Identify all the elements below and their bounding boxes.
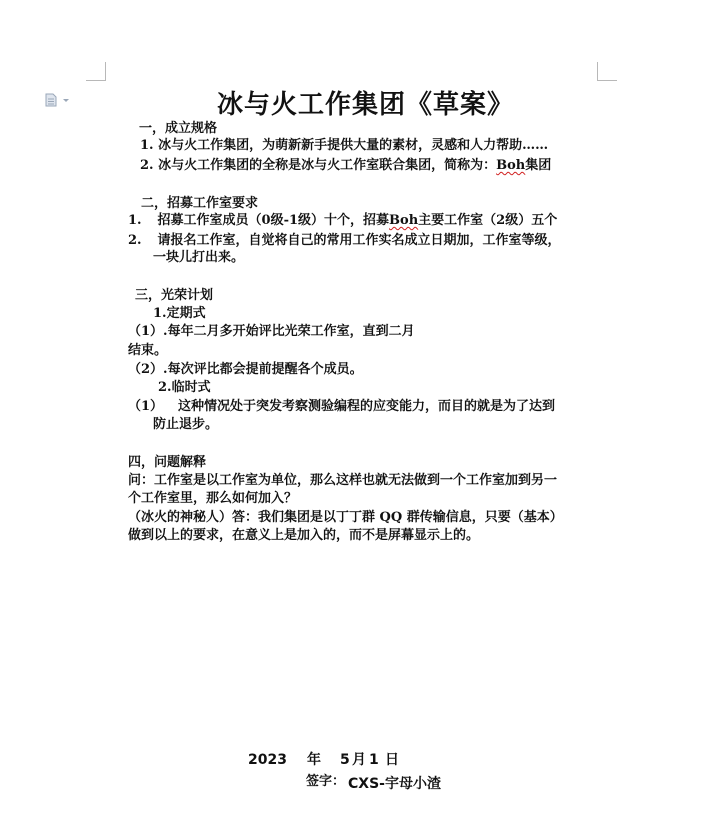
list-text: 这种情况处于突发考察测验编程的应变能力，而目的就是为了达到 (178, 399, 556, 414)
question-line-2: 个工作室里，那么如何加入？ (128, 491, 298, 506)
section-2-item-2-cont: 一块儿打出来。 (153, 250, 245, 265)
list-text: 冰与火工作集团的全称是冰与火工作室联合集团，简称为： (158, 158, 497, 173)
section-3-sub1-item-1 (128, 324, 415, 340)
section-1-item-2 (140, 158, 551, 174)
section-3-sub2-item-1 (128, 399, 555, 415)
list-number: 1. (128, 213, 142, 228)
list-text: 招募工作室成员（0级-1级）十个，招募 (157, 213, 390, 228)
footer-year-label: 年 (307, 752, 321, 768)
section-3-heading: 三，光荣计划 (135, 288, 214, 303)
margin-crop-mark-top-left (86, 62, 106, 81)
list-text: .每年二月多开始评比光荣工作室，直到二月 (163, 324, 415, 339)
footer-day: 1 (369, 752, 379, 768)
list-number: 2. (128, 233, 142, 248)
list-text: .每次评比都会提前提醒各个成员。 (163, 362, 363, 377)
section-2-item-2 (128, 233, 561, 249)
signature-name: CXS-宇母小渣 (348, 776, 441, 792)
section-4-heading: 四，问题解释 (128, 455, 207, 470)
list-text: 主要工作室（2级）五个 (418, 213, 558, 228)
footer-year: 2023 (248, 752, 287, 768)
list-number: 1. (140, 138, 154, 153)
section-3-sub2-label: 2.临时式 (158, 380, 211, 395)
section-1-heading: 一，成立规格 (139, 121, 218, 136)
section-2-heading: 二，招募工作室要求 (141, 196, 259, 211)
list-number: 2. (140, 158, 154, 173)
section-1-item-1 (140, 138, 548, 154)
answer-line-1: （冰火的神秘人）答：我们集团是以丁丁群 QQ 群传输信息，只要（基本） (128, 510, 563, 525)
list-text: 冰与火工作集团，为萌新新手提供大量的素材，灵感和人力帮助…… (158, 138, 549, 153)
section-2-item-1 (128, 213, 557, 229)
list-number: （2） (128, 362, 164, 377)
footer-month-label: 月 (352, 752, 366, 768)
section-3-sub2-item-1-cont: 防止退步。 (153, 417, 219, 432)
spellcheck-term: Boh (496, 158, 526, 173)
section-3-sub1-label: 1.定期式 (153, 306, 206, 321)
list-text: 请报名工作室，自觉将自己的常用工作实名成立日期加，工作室等级， (157, 233, 561, 248)
list-number: （1） (128, 324, 164, 339)
spellcheck-term: Boh (389, 213, 419, 228)
answer-line-2: 做到以上的要求，在意义上是加入的，而不是屏幕显示上的。 (128, 528, 480, 543)
margin-crop-mark-top-right (597, 62, 617, 81)
question-line-1: 问：工作室是以工作室为单位，那么这样也就无法做到一个工作室加到另一 (128, 473, 558, 488)
document-title: 冰与火工作集团《草案》 (216, 90, 514, 120)
footer-day-label: 日 (385, 752, 399, 768)
section-3-sub1-item-1-cont: 结束。 (128, 343, 168, 358)
list-number: （1） (128, 399, 164, 414)
list-text: 集团 (525, 158, 552, 173)
signature-label: 签字： (306, 774, 346, 789)
footer-month: 5 (340, 752, 350, 768)
section-3-sub1-item-2 (128, 362, 363, 378)
